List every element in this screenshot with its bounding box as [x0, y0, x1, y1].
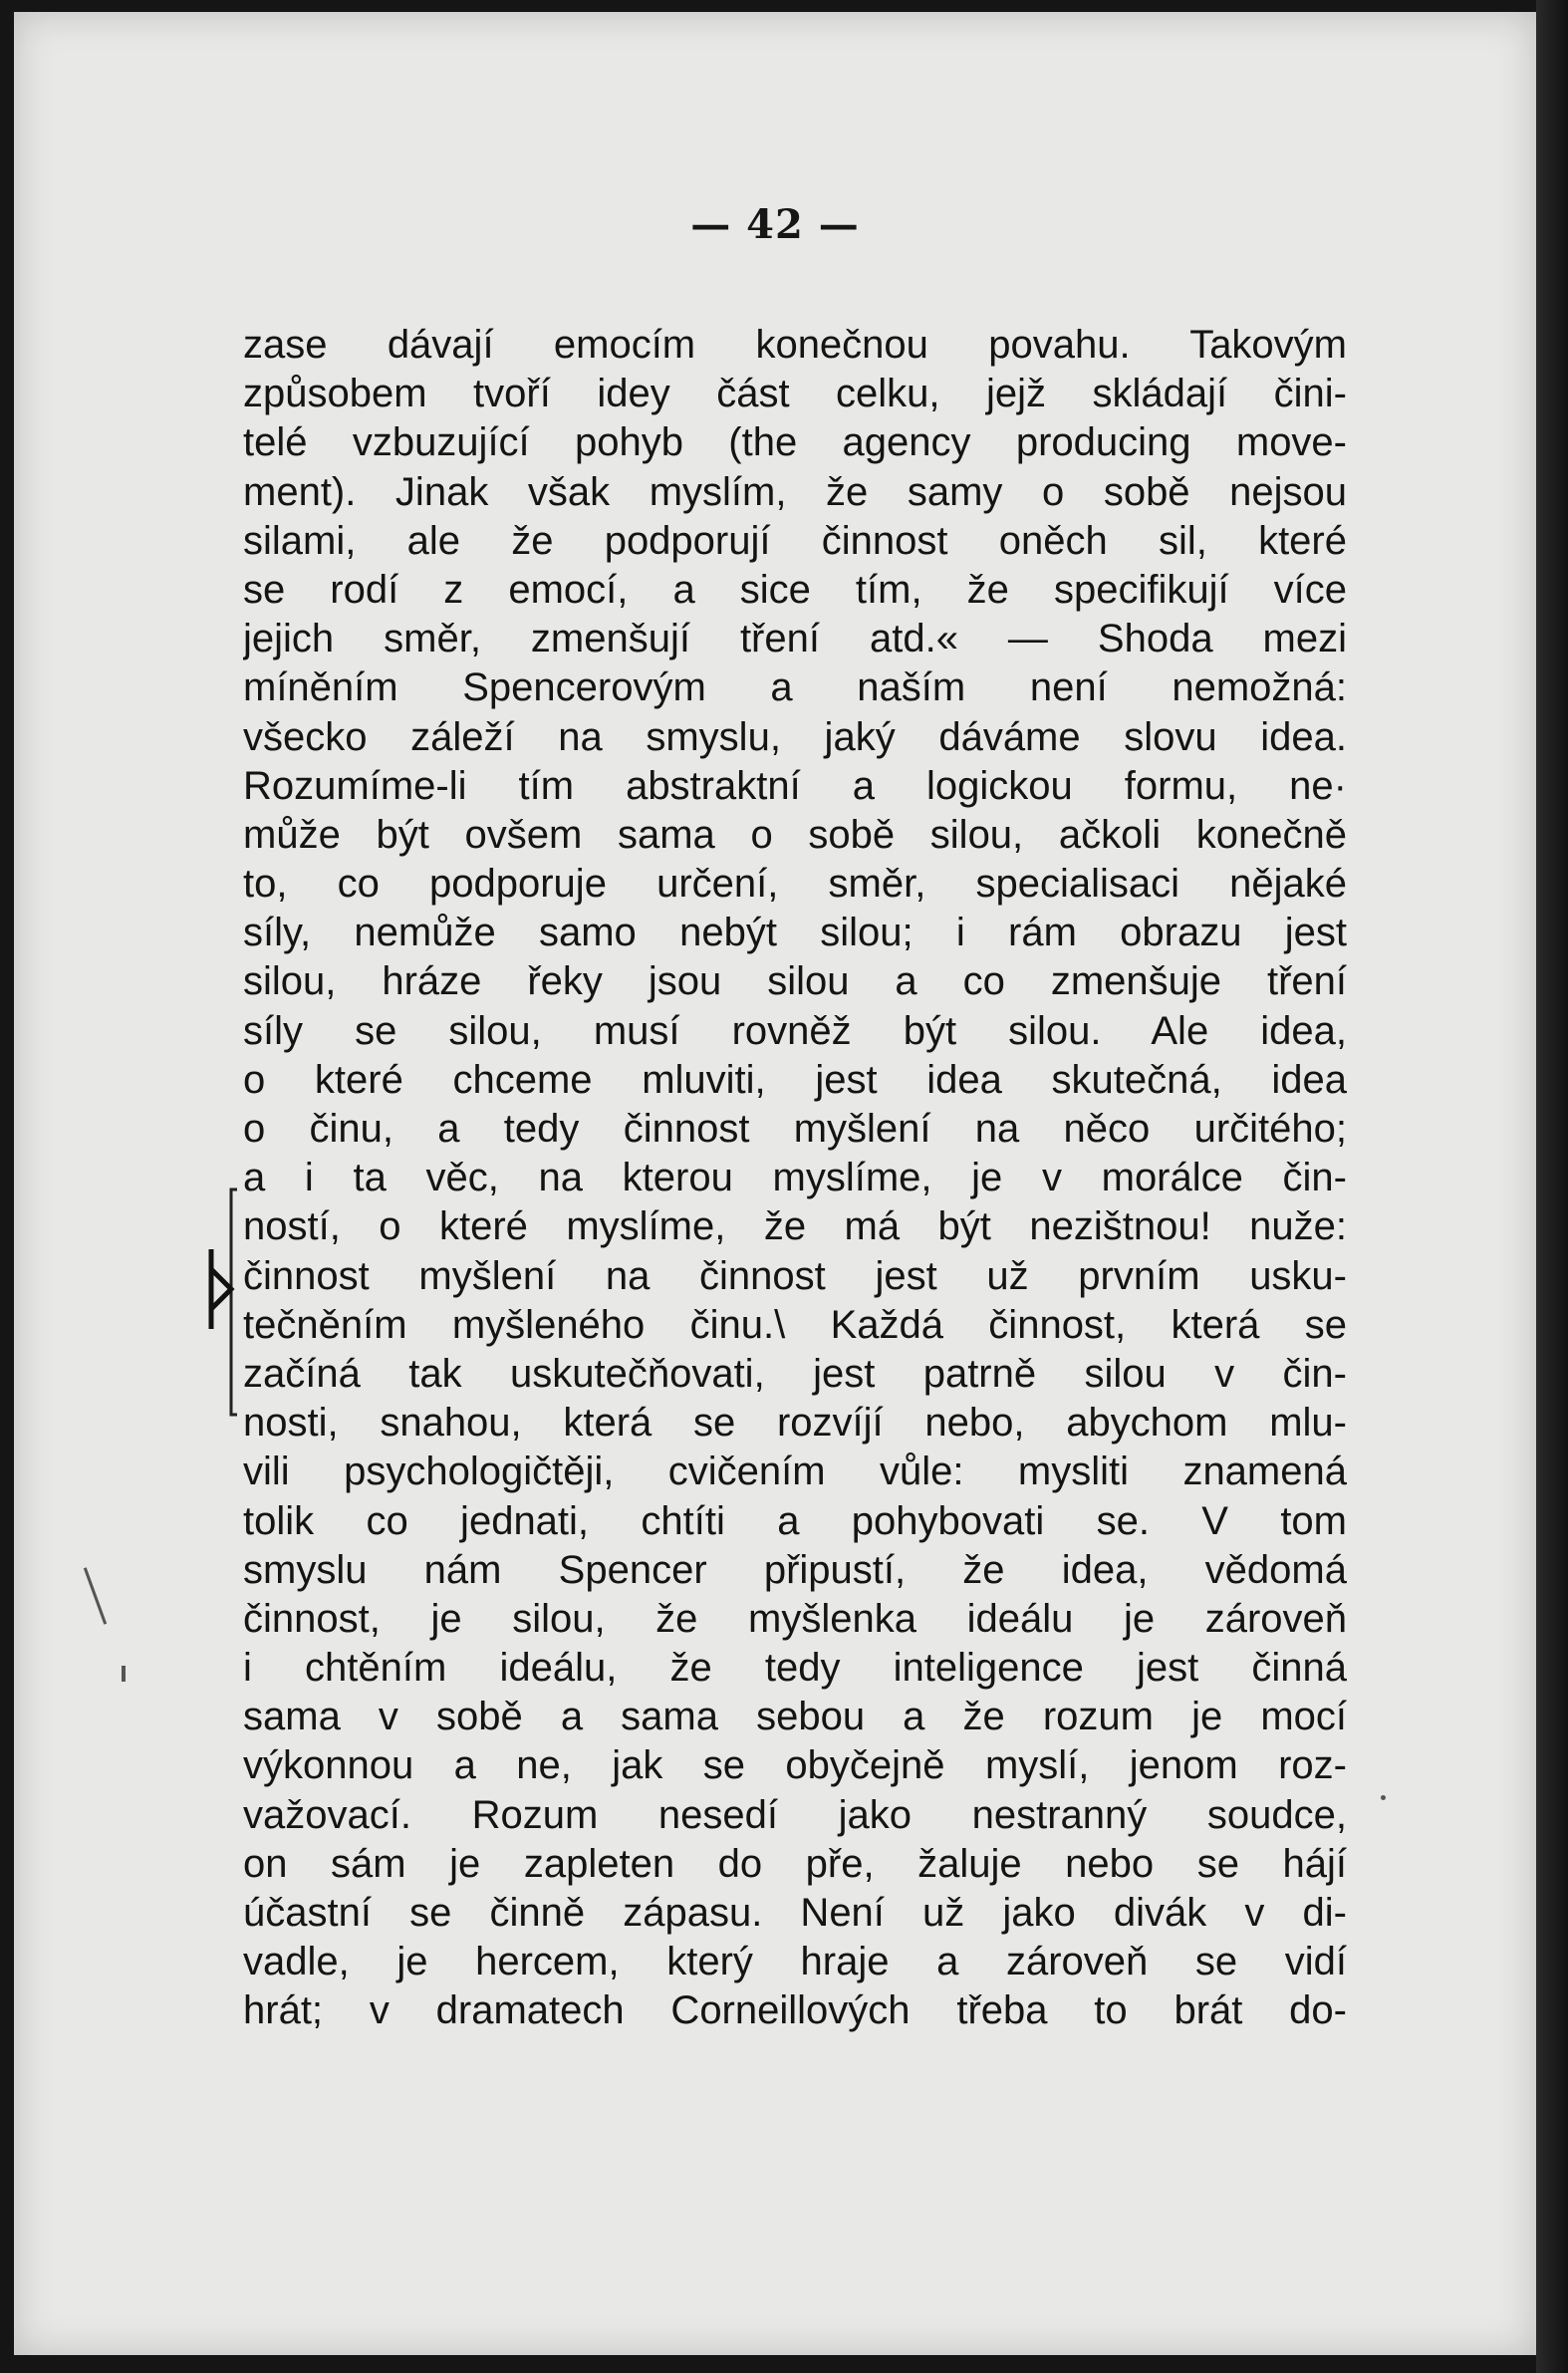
- text-line: zase dávají emocím konečnou povahu. Takovým: [243, 323, 1347, 367]
- text-line: Rozumíme-li tím abstraktní a logickou formu, ne·: [243, 763, 1347, 808]
- text-line: silami, ale že podporují činnost oněch sil, které: [243, 518, 1347, 563]
- scan-speck: [84, 1567, 107, 1624]
- text-line: míněním Spencerovým a naším není nemožná:: [243, 665, 1347, 710]
- page-number: — 42 —: [690, 201, 860, 248]
- text-line: a i ta věc, na kterou myslíme, je v morálce čin-: [243, 1156, 1347, 1200]
- scan-speck: [1381, 1795, 1386, 1800]
- text-line: i chtěním ideálu, že tedy inteligence jest činná: [243, 1646, 1347, 1691]
- body-text: [243, 321, 1347, 2036]
- text-line: ností, o které myslíme, že má být nezištnou! nuže:: [243, 1204, 1347, 1249]
- page-edge-shadow: [1536, 0, 1568, 2373]
- text-line: on sám je zapleten do pře, žaluje nebo se hájí: [243, 1841, 1347, 1886]
- text-line: všecko záleží na smyslu, jaký dáváme slovu idea.: [243, 714, 1347, 759]
- text-line: může být ovšem sama o sobě silou, ačkoli konečně: [243, 812, 1347, 857]
- text-line: činnost, je silou, že myšlenka ideálu je zároveň: [243, 1596, 1347, 1641]
- text-line: hrát; v dramatech Corneillových třeba to brát do-: [243, 1988, 1347, 2033]
- text-line: jejich směr, zmenšují tření atd.« — Shoda mezi: [243, 617, 1347, 661]
- text-line: tečněním myšleného činu.\ Každá činnost, která se: [243, 1302, 1347, 1347]
- margin-pen-mark: [205, 1229, 237, 1359]
- text-line: vili psychologičtěji, cvičením vůle: mysliti znamená: [243, 1450, 1347, 1494]
- text-line: smyslu nám Spencer připustí, že idea, vědomá: [243, 1547, 1347, 1592]
- text-line: o které chceme mluviti, jest idea skutečná, idea: [243, 1057, 1347, 1102]
- text-line: síly, nemůže samo nebýt silou; i rám obrazu jest: [243, 911, 1347, 955]
- text-line: telé vzbuzující pohyb (the agency producing move-: [243, 420, 1347, 465]
- text-line: vadle, je hercem, který hraje a zároveň se vidí: [243, 1940, 1347, 1984]
- text-line: važovací. Rozum nesedí jako nestranný soudce,: [243, 1792, 1347, 1837]
- text-line: začíná tak uskutečňovati, jest patrně silou v čin-: [243, 1351, 1347, 1396]
- book-page: [14, 12, 1536, 2355]
- text-line: sama v sobě a sama sebou a že rozum je mocí: [243, 1695, 1347, 1739]
- text-line: nosti, snahou, která se rozvíjí nebo, abychom mlu-: [243, 1401, 1347, 1446]
- text-line: to, co podporuje určení, směr, specialisaci nějaké: [243, 862, 1347, 907]
- text-line: tolik co jednati, chtíti a pohybovati se. V tom: [243, 1498, 1347, 1543]
- scan-speck: [122, 1666, 126, 1682]
- text-line: účastní se činně zápasu. Není už jako divák v di-: [243, 1891, 1347, 1935]
- text-line: se rodí z emocí, a sice tím, že specifikují více: [243, 567, 1347, 612]
- text-line: o činu, a tedy činnost myšlení na něco určitého;: [243, 1107, 1347, 1151]
- text-line: síly se silou, musí rovněž být silou. Ale idea,: [243, 1008, 1347, 1053]
- text-line: výkonnou a ne, jak se obyčejně myslí, jenom roz-: [243, 1743, 1347, 1788]
- text-line: silou, hráze řeky jsou silou a co zmenšuje tření: [243, 959, 1347, 1004]
- text-line: způsobem tvoří idey část celku, jejž skládají čini-: [243, 372, 1347, 416]
- text-line: ment). Jinak však myslím, že samy o sobě nejsou: [243, 469, 1347, 514]
- text-line: činnost myšlení na činnost jest už prvním usku-: [243, 1253, 1347, 1298]
